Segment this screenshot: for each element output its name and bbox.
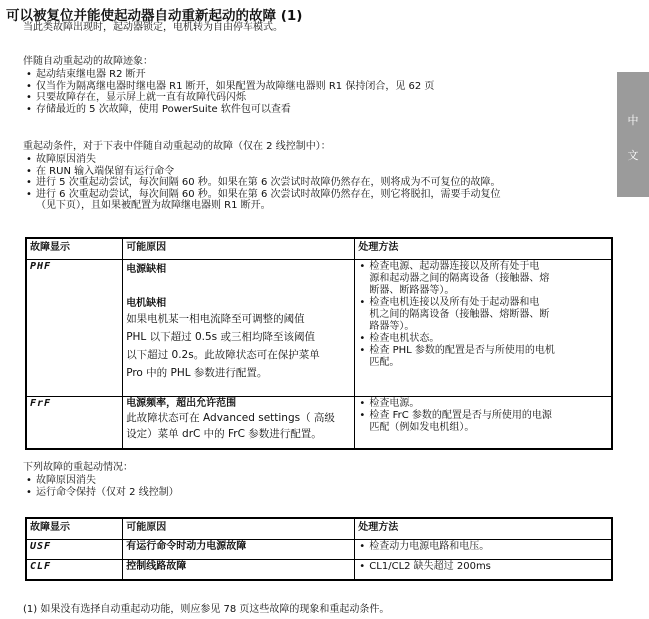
cause-title: 电机缺相	[126, 298, 167, 309]
list-item-continuation: （见下页），且如果被配置为故障继电器则 R1 断开。	[36, 200, 271, 211]
header-fault-display: 故障显示	[26, 518, 123, 540]
table-row	[26, 540, 612, 560]
list-item: • 检查电源、起动器连接以及所有处于电 源和起动器之间的隔离设备（接触器、熔 断器、断路器等）。	[358, 261, 608, 297]
fault-code: PHF	[30, 261, 52, 272]
table-header-row	[26, 518, 612, 540]
list-item: • 检查电源。	[358, 398, 608, 410]
list-item: • 在 RUN 输入端保留有运行命令	[23, 166, 501, 178]
cause-line: PHL 以下超过 0.5s 或三相均降至该阈值	[126, 331, 315, 343]
header-remedy: 处理方法	[355, 518, 612, 540]
section1-list	[23, 69, 434, 115]
section1-heading: 伴随自动重起动的故障迹象：	[23, 56, 153, 67]
table-header-row	[26, 238, 612, 260]
list-item: • 故障原因消失	[23, 154, 501, 166]
fault-code: USF	[30, 541, 52, 552]
cause-line: 此故障状态可在 Advanced settings（ 高级	[126, 412, 335, 424]
list-item: • 检查动力电源电路和电压。	[358, 541, 608, 553]
section2-heading: 重起动条件，对于下表中伴随自动重起动的故障（仅在 2 线控制中）：	[23, 141, 331, 152]
list-item: • 存储最近的 5 次故障，使用 PowerSuite 软件包可以查看	[23, 104, 434, 116]
cause-line: Pro 中的 PHL 参数进行配置。	[126, 367, 268, 379]
cause-title: 电源频率，超出允许范围	[126, 398, 237, 409]
table-row	[26, 260, 612, 397]
header-remedy: 处理方法	[355, 238, 612, 260]
page-title: 可以被复位并能使起动器自动重新起动的故障 (1)	[6, 8, 303, 24]
cause-text: 控制线路故障	[126, 561, 187, 572]
section2-list	[23, 154, 501, 212]
list-item: • 检查 PHL 参数的配置是否与所使用的电机 匹配。	[358, 345, 608, 369]
side-tab-char-1: 中	[627, 114, 639, 127]
list-item: • 检查电机状态。	[358, 333, 608, 345]
list-item: • 运行命令保持（仅对 2 线控制）	[23, 487, 179, 499]
fault-code: CLF	[30, 561, 52, 572]
header-possible-cause: 可能原因	[123, 518, 355, 540]
cause-description	[126, 410, 351, 442]
fault-code: FrF	[30, 398, 52, 409]
language-side-tab[interactable]	[617, 72, 649, 197]
header-possible-cause: 可能原因	[123, 238, 355, 260]
header-fault-display: 故障显示	[26, 238, 123, 260]
cause-line: 以下超过 0.2s。此故障状态可在保护菜单	[126, 349, 320, 361]
section3-heading: 下列故障的重起动情况：	[23, 462, 133, 473]
side-tab-char-2: 文	[627, 149, 639, 162]
list-item: • 检查 FrC 参数的配置是否与所使用的电源 匹配（例如发电机组）。	[358, 410, 608, 434]
table-row	[26, 560, 612, 580]
fault-table-2	[25, 517, 613, 581]
list-item: • 进行 6 次重起动尝试，每次间隔 60 秒。如果在第 6 次尝试时故障仍然存在，则它将脱扣，需要手动复位	[23, 189, 501, 201]
list-item: • 只要故障存在，显示屏上就一直有故障代码闪烁	[23, 92, 434, 104]
list-item: • 起动结束继电器 R2 断开	[23, 69, 434, 81]
cause-title: 电源缺相	[126, 264, 167, 275]
footnote: (1) 如果没有选择自动重起动功能，则应参见 78 页这些故障的现象和重起动条件。	[23, 604, 390, 615]
action-list	[358, 261, 608, 369]
list-item: • 检查电机连接以及所有处于起动器和电 机之间的隔离设备（接触器、熔断器、断 路器等）。	[358, 297, 608, 333]
cause-line: 如果电机某一相电流降至可调整的阈值	[126, 313, 305, 325]
list-item: • CL1/CL2 缺失超过 200ms	[358, 561, 608, 573]
table-row	[26, 397, 612, 449]
cause-description	[126, 310, 351, 382]
cause-line: 设定）菜单 drC 中的 FrC 参数进行配置。	[126, 428, 322, 440]
list-item: • 故障原因消失	[23, 475, 179, 487]
list-item: • 进行 5 次重起动尝试，每次间隔 60 秒。如果在第 6 次尝试时故障仍然存在，则将成为不可复位的故障。	[23, 177, 501, 189]
cause-text: 有运行命令时动力电源故障	[126, 541, 247, 552]
list-item: • 仅当作为隔离继电器时继电器 R1 断开，如果配置为故障继电器则 R1 保持闭合，见 62 页	[23, 81, 434, 93]
action-list	[358, 398, 608, 434]
section3-list	[23, 475, 179, 498]
intro-text: 当此类故障出现时，起动器锁定，电机转为自由停车模式。	[23, 22, 283, 33]
fault-table-1	[25, 237, 613, 450]
